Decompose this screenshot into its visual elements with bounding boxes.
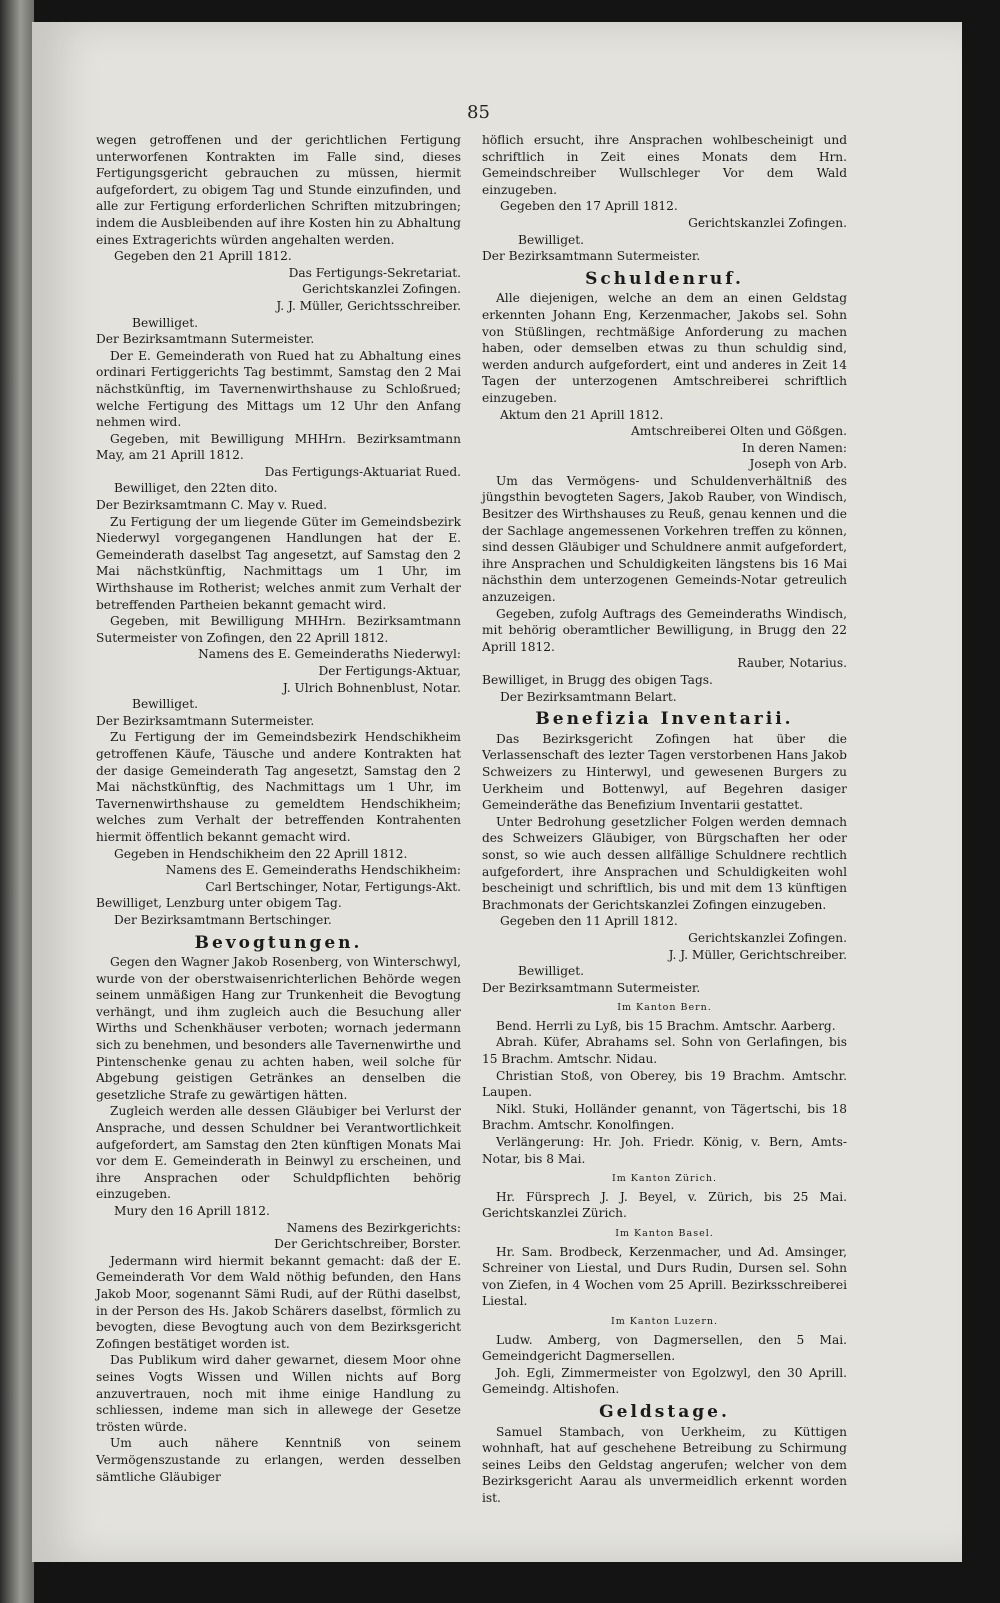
paragraph: Um das Vermögens- und Schuldenverhältniß des jüngsthin bevogteten Sagers, Jakob Rauber, von Windisch, Besitzer des Wirthshauses zu Reuß, genau kennen und die der Sachlage angemessenen Vorkehren treffen zu können, sind dessen Gläubiger und Schuldnere anmit aufgefordert, ihre Ansprachen und Schuldigkeiten längstens bis 16 Mai nächsthin dem unterzogenen Gemeinds-Notar getreulich anzuzeigen. <box>482 473 847 605</box>
list-item: Bend. Herrli zu Lyß, bis 15 Brachm. Amtschr. Aarberg. <box>496 1018 836 1033</box>
signature-line: J. J. Müller, Gerichtsschreiber. <box>276 298 461 313</box>
date-line: Aktum den 21 Aprill 1812. <box>500 407 664 422</box>
paragraph: Alle diejenigen, welche an dem an einen Geldstag erkennten Johann Eng, Kerzenmacher, Jakobs sel. Sohn von Stüßlingen, rechtmäßige Anforderung zu machen haben, oder demselben etwas zu thun schuldig sind, werden andurch aufgefordert, eint und anderes in Zeit 14 Tagen der unterzogenen Amtschreiberei schriftlich einzugeben. <box>482 291 847 405</box>
signature-line: Joseph von Arb. <box>749 457 847 472</box>
canton-heading: Im Kanton Basel. <box>615 1228 714 1239</box>
signature-line: Das Fertigungs-Sekretariat. <box>288 265 461 280</box>
date-line: Gegeben in Hendschikheim den 22 Aprill 1812. <box>114 846 408 861</box>
signature-line: In deren Namen: <box>742 440 847 455</box>
left-column <box>96 132 461 1485</box>
list-item: Verlängerung: Hr. Joh. Friedr. König, v. Bern, Amts-Notar, bis 8 Mai. <box>482 1135 847 1166</box>
section-heading: Geldstage. <box>599 1401 730 1422</box>
signature-line: Rauber, Notarius. <box>737 656 847 671</box>
signature-line: Gerichtskanzlei Zofingen. <box>688 930 847 945</box>
approval-line: Bewilliget. <box>518 232 584 247</box>
signature-line: J. Ulrich Bohnenblust, Notar. <box>282 680 461 695</box>
approval-line: Bewilliget. <box>518 964 584 979</box>
list-item: Hr. Fürsprech J. J. Beyel, v. Zürich, bis 25 Mai. Gerichtskanzlei Zürich. <box>482 1189 847 1221</box>
official-line: Der Bezirksamtmann Bertschinger. <box>114 912 332 927</box>
list-item: Nikl. Stuki, Holländer genannt, von Tägertschi, bis 18 Brachm. Amtschr. Konolfingen. <box>482 1101 847 1133</box>
paragraph: Unter Bedrohung gesetzlicher Folgen werden demnach des Schweizers Gläubiger, von Bürgschaften her oder sonst, so wie auch dessen allfällige Schuldnere rechtlich aufgefordert, ihre Ansprachen und Schuldigkeiten wohl bescheinigt und schriftlich, bis und mit dem 13 künftigen Brachmonats der Gerichtskanzlei Zofingen einzugeben. <box>482 814 847 912</box>
official-line: Der Bezirksamtmann C. May v. Rued. <box>96 498 327 513</box>
approval-line: Bewilliget. <box>132 697 198 712</box>
book-spine <box>0 0 34 1603</box>
canton-heading: Im Kanton Bern. <box>617 1002 712 1014</box>
canton-heading: Im Kanton Zürich. <box>611 1173 718 1185</box>
paragraph: Gegen den Wagner Jakob Rosenberg, von Winterschwyl, wurde von der oberstwaisenrichterlichen Behörde wegen seinem unmäßigen Hang zur Trunkenheit die Bevogtung verhängt, und ihm zugleich auch die Besuchung aller Wirths und Schenkhäuser verboten; wornach jedermann sich zu benehmen, und besonders alle Tavernenwirthe und Pintenschenke genau zu achten haben, weil solche für Abgebung geistigen Getränkes an denselben die gesetzliche Strafe zu gewärtigen hätten. <box>96 955 461 1102</box>
signature-line: Namens des E. Gemeinderaths Niederwyl: <box>198 647 461 662</box>
signature-line: Gerichtskanzlei Zofingen. <box>302 282 461 297</box>
approval-line: Bewilliget, in Brugg des obigen Tags. <box>482 673 713 687</box>
signature-line: Gerichtskanzlei Zofingen. <box>688 215 847 230</box>
paragraph: Gegeben, mit Bewilligung MHHrn. Bezirksamtmann May, am 21 Aprill 1812. <box>96 431 461 463</box>
section-heading: Schuldenruf. <box>585 268 744 289</box>
signature-line: Namens des Bezirkgerichts: <box>286 1220 461 1235</box>
date-line: Gegeben den 21 Aprill 1812. <box>114 249 292 264</box>
paragraph: wegen getroffenen und der gerichtlichen Fertigung unterworfenen Kontrakten im Falle sind, dieses Fertigungsgericht gebrauchen zu müssen, hiermit aufgefordert, zu obigem Tag und Stunde einzufinden, und alle zur Fertigung erforderlichen Schriften mitzubringen; indem die Ausbleibenden auf ihre Kosten hin zu Abhaltung eines Extragerichts würden angehalten werden. <box>96 133 461 247</box>
paragraph: Das Publikum wird daher gewarnet, diesem Moor ohne seines Vogts Wissen und Willen nichts auf Borg anzuvertrauen, noch mit ihme einige Handlung zu schliessen, indeme man sich in allewege der Gesetze trösten würde. <box>96 1353 461 1434</box>
approval-line: Bewilliget. <box>132 315 198 330</box>
date-line: Gegeben den 17 Aprill 1812. <box>500 199 678 214</box>
paragraph: Zu Fertigung der im Gemeindsbezirk Hendschikheim getroffenen Käufe, Täusche und andere Kontrakten hat der dasige Gemeinderath Tag angesetzt, Samstag den 2 Mai nächstkünftig, des Nachmittags um 1 Uhr, im Tavernenwirthshause zu gemeldtem Hendschikheim; welches zum Verhalt der betreffenden Kontrahenten hiermit öffentlich bekannt gemacht wird. <box>96 730 461 844</box>
paragraph: Um auch nähere Kenntniß von seinem Vermögenszustande zu erlangen, werden desselben sämtliche Gläubiger <box>96 1436 461 1484</box>
right-column <box>482 132 847 1507</box>
page-number: 85 <box>467 102 490 123</box>
paragraph: Jedermann wird hiermit bekannt gemacht: daß der E. Gemeinderath Vor dem Wald nöthig befunden, den Hans Jakob Moor, sogenannt Sämi Rudi, auf der Rüthi daselbst, in der Person des Hs. Jakob Schärers daselbst, förmlich zu bevogten, diese Bevogtung auch von dem Bezirksgericht Zofingen bestätiget worden ist. <box>96 1253 461 1351</box>
date-line: Mury den 16 Aprill 1812. <box>114 1204 270 1218</box>
paragraph: Der E. Gemeinderath von Rued hat zu Abhaltung eines ordinari Fertiggerichts Tag bestimmt, Samstag den 2 Mai nächstkünftig, im Tavernenwirthshause zu Schloßrued; welche Fertigung des Mittags um 12 Uhr den Anfang nehmen wird. <box>96 348 461 430</box>
list-item: Joh. Egli, Zimmermeister von Egolzwyl, den 30 Aprill. Gemeindg. Altishofen. <box>482 1365 847 1397</box>
signature-line: J. J. Müller, Gerichtschreiber. <box>668 947 847 962</box>
signature-line: Namens des E. Gemeinderaths Hendschikheim: <box>165 863 461 878</box>
paragraph: höflich ersucht, ihre Ansprachen wohlbescheinigt und schriftlich in Zeit eines Monats dem Hrn. Gemeindschreiber Wullschleger Vor dem Wald einzugeben. <box>482 133 847 197</box>
official-line: Der Bezirksamtmann Sutermeister. <box>96 332 315 347</box>
signature-line: Der Gerichtschreiber, Borster. <box>274 1237 461 1252</box>
canton-heading: Im Kanton Luzern. <box>610 1315 719 1327</box>
signature-line: Das Fertigungs-Aktuariat Rued. <box>264 464 461 479</box>
official-line: Der Bezirksamtmann Belart. <box>500 689 677 704</box>
list-item: Christian Stoß, von Oberey, bis 19 Brachm. Amtschr. Laupen. <box>482 1068 847 1100</box>
paragraph: Zugleich werden alle dessen Gläubiger bei Verlurst der Ansprache, und dessen Schuldner bei Verantwortlichkeit aufgefordert, am Samstag den 2ten künftigen Monats Mai vor dem E. Gemeinderath in Beinwyl zu erscheinen, und ihre Ansprachen oder Schuldpflichten behörig einzugeben. <box>96 1104 461 1202</box>
date-line: Gegeben den 11 Aprill 1812. <box>500 914 678 929</box>
paragraph: Samuel Stambach, von Uerkheim, zu Küttigen wohnhaft, hat auf geschehene Betreibung zu Schirmung seines Leibs den Geldstag angerufen; welcher von dem Bezirksgericht Aarau als unvermeidlich erkennt worden ist. <box>482 1424 847 1505</box>
signature-line: Amtschreiberei Olten und Gößgen. <box>631 424 847 439</box>
official-line: Der Bezirksamtmann Sutermeister. <box>482 249 701 264</box>
signature-line: Carl Bertschinger, Notar, Fertigungs-Akt. <box>205 879 461 894</box>
official-line: Der Bezirksamtmann Sutermeister. <box>96 713 315 728</box>
paragraph: Das Bezirksgericht Zofingen hat über die Verlassenschaft des lezter Tagen verstorbenen Hans Jakob Schweizers zu Hinterwyl, und gewesenen Burgers zu Uerkheim und Bottenwyl, auf Begehren dasiger Gemeinderäthe das Benefizium Inventarii gestattet. <box>482 731 847 813</box>
list-item: Ludw. Amberg, von Dagmersellen, den 5 Mai. Gemeindgericht Dagmersellen. <box>482 1332 847 1364</box>
paragraph: Gegeben, zufolg Auftrags des Gemeinderaths Windisch, mit behörig oberamtlicher Bewilligung, in Brugg den 22 Aprill 1812. <box>482 606 847 654</box>
signature-line: Der Fertigungs-Aktuar, <box>318 664 461 678</box>
official-line: Der Bezirksamtmann Sutermeister. <box>482 980 701 995</box>
section-heading: Benefizia Inventarii. <box>535 709 794 730</box>
paragraph: Zu Fertigung der um liegende Güter im Gemeindsbezirk Niederwyl vorgegangenen Handlungen hat der E. Gemeinderath daselbst Tag angesetzt, auf Samstag den 2 Mai nächstkünftig, Nachmittags um 1 Uhr, im Wirthshause im Rotherist; welches anmit zum Verhalt der betreffenden Partheien bekannt gemacht wird. <box>96 514 461 612</box>
section-heading: Bevogtungen. <box>194 932 363 953</box>
list-item: Abrah. Küfer, Abrahams sel. Sohn von Gerlafingen, bis 15 Brachm. Amtschr. Nidau. <box>482 1035 847 1067</box>
list-item: Hr. Sam. Brodbeck, Kerzenmacher, und Ad. Amsinger, Schreiner von Liestal, und Durs Rudin, Dursen sel. Sohn von Ziefen, in 4 Wochen vom 25 Aprill. Bezirksschreiberei Liestal. <box>482 1244 847 1309</box>
approval-line: Bewilliget, Lenzburg unter obigem Tag. <box>96 896 342 911</box>
paragraph: Gegeben, mit Bewilligung MHHrn. Bezirksamtmann Sutermeister von Zofingen, den 22 Aprill 1812. <box>96 614 461 645</box>
document-page <box>32 22 962 1562</box>
approval-line: Bewilliget, den 22ten dito. <box>114 481 278 496</box>
